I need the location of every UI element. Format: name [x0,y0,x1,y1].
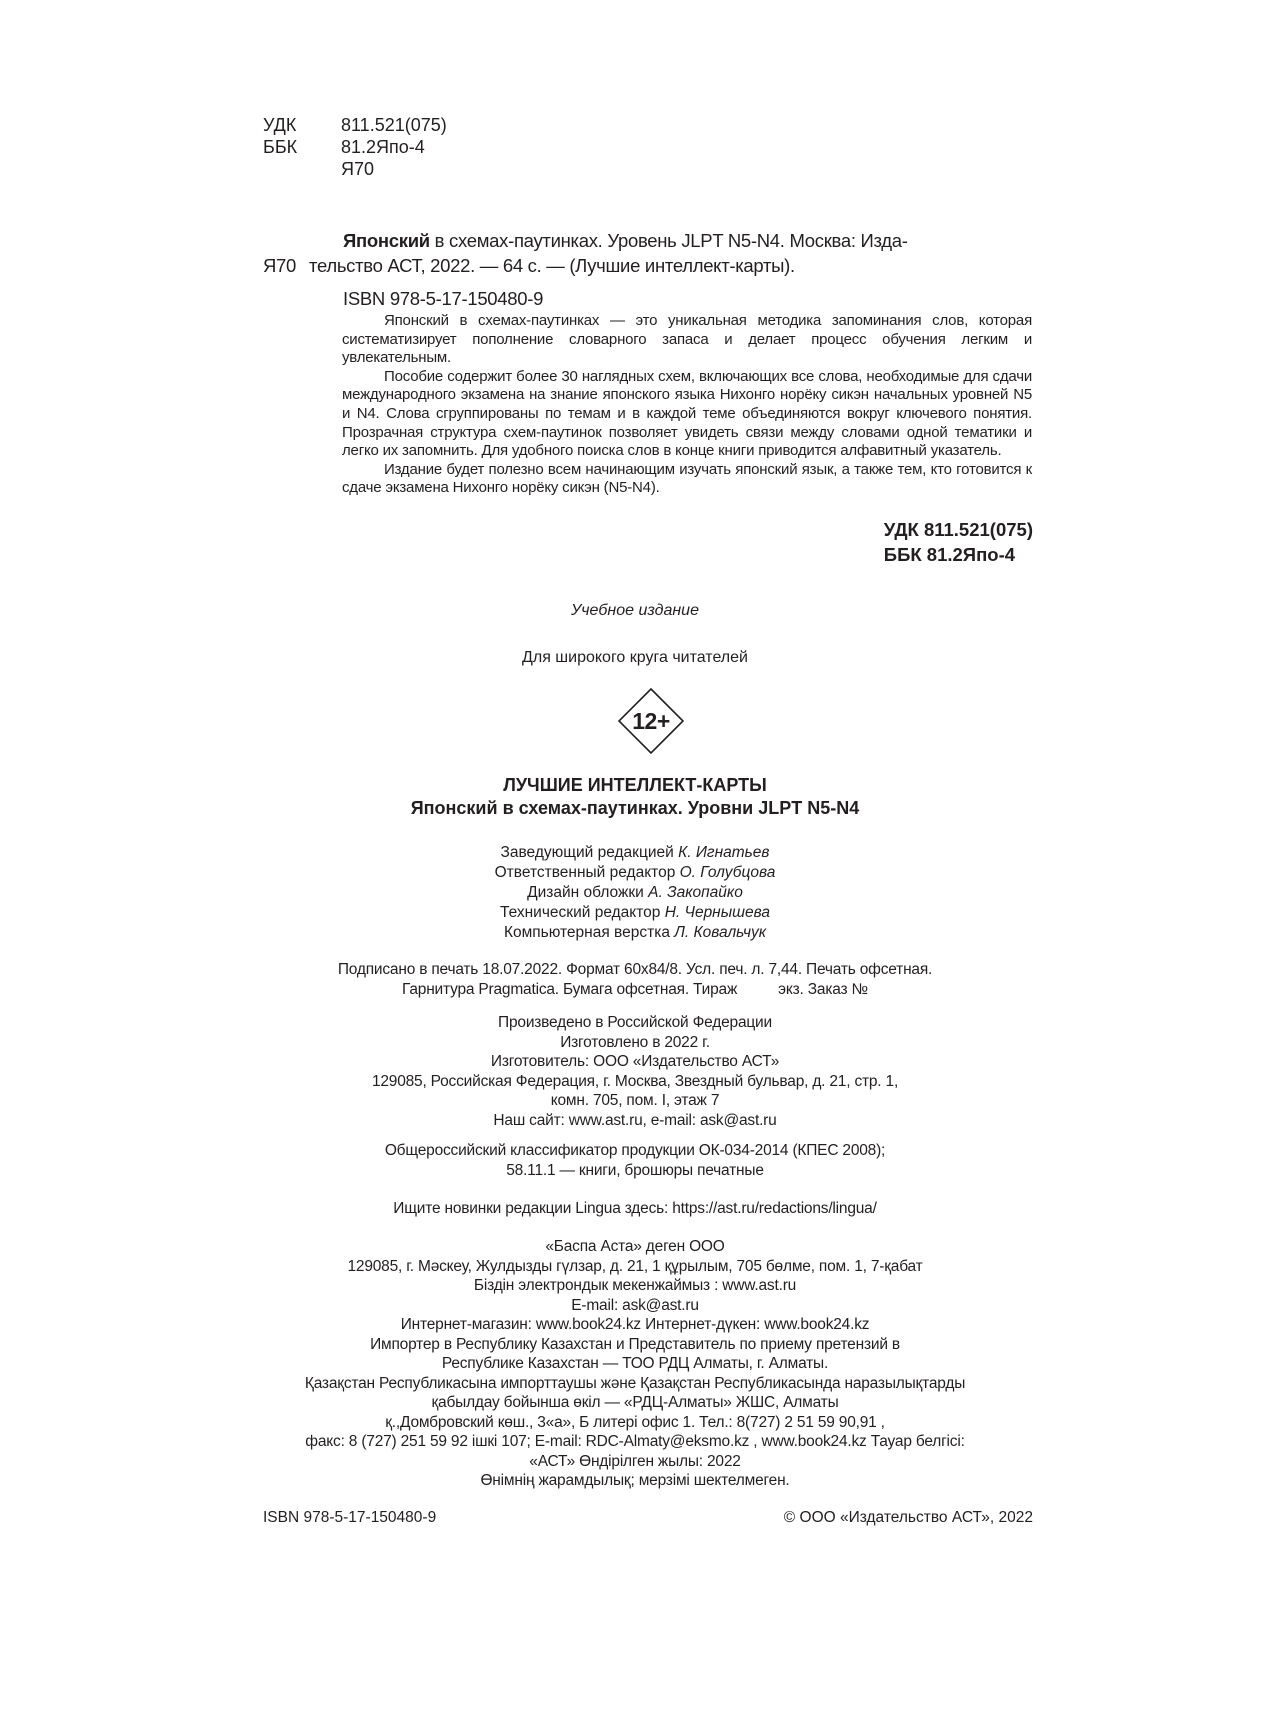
kz-line: факс: 8 (727) 251 59 92 iшкi 107; E-mail: RDC-Almaty@eksmo.kz , www.book24.kz Тауар белгісі: [305,1433,965,1450]
footer-copyright: © ООО «Издательство АСТ», 2022 [783,1509,1033,1526]
credit-line [0,843,1270,863]
lingua-link[interactable]: Ищите новинки редакции Lingua здесь: https://ast.ru/redactions/lingua/ [393,1200,877,1217]
kz-line: Өнімнің жарамдылық; мерзімі шектелмеген. [480,1472,790,1489]
credit-role: Дизайн обложки [527,884,644,901]
product-classifier [0,1141,1270,1180]
manufacturer-line: комн. 705, пом. I, этаж 7 [550,1092,720,1109]
manufacturer-line: 129085, Российская Федерация, г. Москва, Звездный бульвар, д. 21, стр. 1, [371,1072,899,1090]
biblio-title-bold: Японский [343,230,430,251]
author-sign-row [263,158,374,180]
annotation [342,312,1032,498]
credit-name: К. Игнатьев [678,844,770,861]
udk-bold: УДК 811.521(075) [883,519,1033,540]
manufacturer-line: Изготовлено в 2022 г. [560,1033,710,1051]
bibliographic-record [263,228,1033,311]
udk-row [263,114,447,136]
manufacturer-info [0,1013,1270,1130]
bbk-bold: ББК 81.2Япо-4 [883,544,1016,565]
series-title: Японский в схемах-паутинках. Уровни JLPT N5-N4 [410,798,860,818]
bbk-label: ББК [263,137,298,157]
edition-type: Учебное издание [571,602,699,619]
udk-value: 811.521(075) [341,115,447,135]
credit-line [0,903,1270,923]
print-info-line-1: Подписано в печать 18.07.2022. Формат 60x84/8. Усл. печ. л. 7,44. Печать офсетная. [337,961,933,978]
kazakhstan-info [0,1237,1270,1491]
kz-line: «Баспа Аста» деген ООО [545,1238,725,1255]
classification-codes-bold [884,517,1033,567]
classifier-line: 58.11.1 — книги, брошюры печатные [506,1161,764,1179]
credit-role: Компьютерная верстка [503,924,670,941]
kz-line: Біздін электрондык мекенжаймыз : www.ast.ru [473,1277,797,1294]
footer-isbn: ISBN 978-5-17-150480-9 [263,1509,437,1526]
credit-line [0,863,1270,883]
print-info [0,960,1270,999]
annotation-paragraph: Издание будет полезно всем начинающим изучать японский язык, а также тем, кто готовится к сдаче экзамена Нихонго норёку сикэн (N5-N4). [342,460,1032,497]
credit-role: Ответственный редактор [494,864,676,881]
biblio-isbn: ISBN 978-5-17-150480-9 [343,288,544,309]
credits [0,843,1270,943]
credit-role: Заведующий редакцией [500,844,674,861]
kz-line: қабылдау бойынша өкіл — «РДЦ-Алматы» ЖШС, Алматы [431,1394,839,1411]
kz-line: «АСТ» Өндірілген жылы: 2022 [529,1452,741,1470]
credit-name: Н. Чернышева [664,904,770,921]
bbk-row [263,136,425,158]
print-info-line-2: Гарнитура Pragmatica. Бумага офсетная. Тираж экз. Заказ № [402,980,868,998]
classifier-line: Общероссийский классификатор продукции ОК-034-2014 (КПЕС 2008); [384,1142,886,1159]
credit-line [0,883,1270,903]
author-sign: Я70 [341,159,375,179]
kz-line: E-mail: ask@ast.ru [571,1296,699,1314]
manufacturer-line: Изготовитель: ООО «Издательство АСТ» [490,1053,780,1070]
credit-name: О. Голубцова [679,864,776,881]
kz-line: Республике Казахстан — ТОО РДЦ Алматы, г. Алматы. [441,1355,829,1372]
udk-label: УДК [263,115,297,135]
biblio-side-sign: Я70 [263,255,297,276]
bbk-value: 81.2Япо-4 [341,137,425,157]
kz-line: Қазақстан Республикасына импорттаушы және Қазақстан Республикасында наразылықтарды [304,1374,966,1392]
kz-line: Импортер в Республику Казахстан и Представитель по приему претензий в [370,1335,900,1353]
credit-line [0,923,1270,943]
kz-line: 129085, г. Мәскеу, Жулдызды гүлзар, д. 21, 1 құрылым, 705 бөлме, пом. 1, 7-қабат [347,1257,923,1275]
biblio-line1-text: в схемах-паутинках. Уровень JLPT N5-N4. Москва: Изда- [429,230,908,251]
audience: Для широкого круга читателей [522,649,748,666]
manufacturer-line: Произведено в Российской Федерации [498,1014,772,1031]
kz-line: Интернет-магазин: www.book24.kz Интернет-дүкен: www.book24.kz [400,1316,870,1333]
biblio-line2-text: тельство АСТ, 2022. — 64 с. — (Лучшие интеллект-карты). [309,255,795,276]
credit-name: Л. Ковальчук [674,924,767,941]
age-rating-badge [618,688,684,754]
biblio-line-2 [263,253,1033,278]
manufacturer-line: Наш сайт: www.ast.ru, e-mail: ask@ast.ru [493,1111,777,1129]
credit-name: А. Закопайко [648,884,743,901]
age-rating-text: 12+ [632,708,670,734]
biblio-line-1 [263,228,1033,253]
kz-line: қ.,Домбровский көш., 3«а», Б литерi офис 1. Тел.: 8(727) 2 51 59 90,91 , [385,1413,885,1431]
annotation-paragraph: Японский в схемах-паутинках — это уникальная методика запоминания слов, которая систематизирует пополнение словарного запаса и делает процесс обучения легким и увлекательным. [342,312,1032,367]
credit-role: Технический редактор [500,904,661,921]
annotation-paragraph: Пособие содержит более 30 наглядных схем, включающих все слова, необходимые для сдачи международного экзамена на знание японского языка Нихонго норёку сикэн начальных уровней N5 и N4. Слова сгруппированы по темам и в каждой теме объединяются вокруг ключевого понятия. Прозрачная структура схем-паутинок позволяет увидеть связи между словами одной тематики и легко их запомнить. Для удобного поиска слов в конце книги приводится алфавитный указатель. [342,367,1032,460]
series-name: ЛУЧШИЕ ИНТЕЛЛЕКТ-КАРТЫ [503,775,767,795]
